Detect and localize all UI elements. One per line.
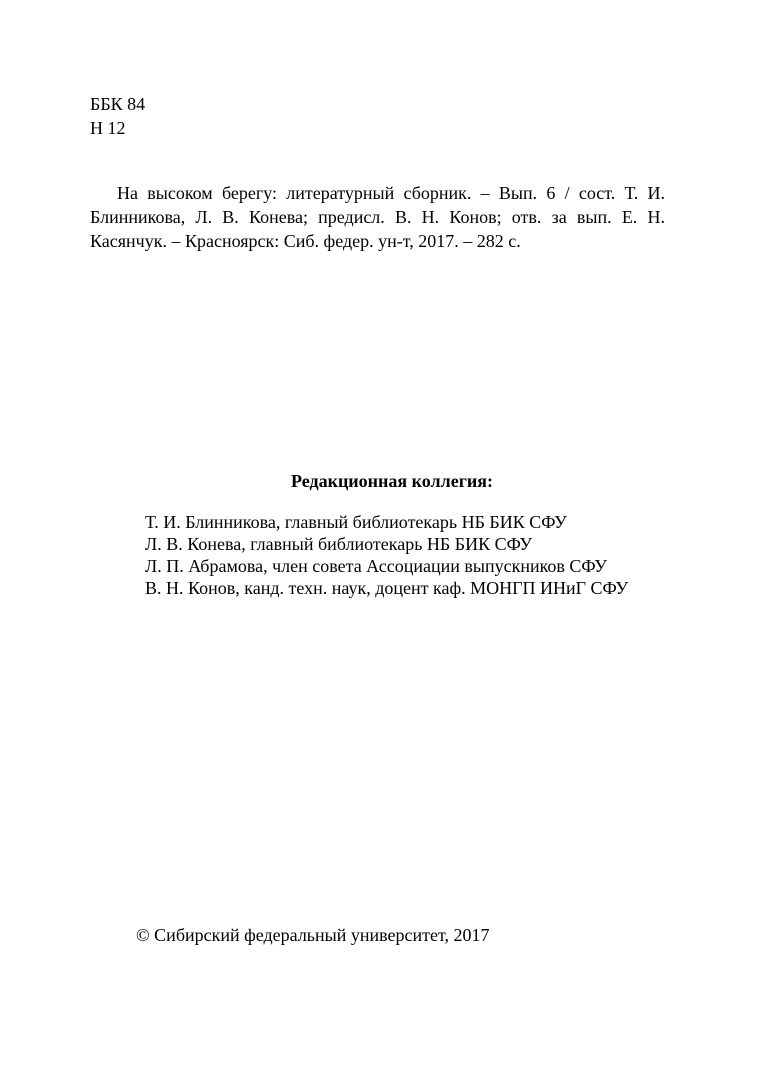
board-member: Л. В. Конева, главный библиотекарь НБ БИК СФУ xyxy=(145,534,533,554)
bbk-index: ББК 84 xyxy=(90,94,146,114)
editorial-board-title: Редакционная коллегия: xyxy=(290,471,494,491)
editorial-board-list xyxy=(145,511,628,599)
copyright-notice: © Сибирский федеральный университет, 2017 xyxy=(136,925,490,945)
classification-block xyxy=(90,92,145,140)
board-member: Л. П. Абрамова, член совета Ассоциации выпускников СФУ xyxy=(145,556,608,576)
bibliographic-description: На высоком берегу: литературный сборник. – Вып. 6 / сост. Т. И. Блинникова, Л. В. Конева; предисл. В. Н. Конов; отв. за вып. Е. Н. Касянчук. – Красноярск: Сиб. федер. ун-т, 2017. – 282 с. xyxy=(90,183,665,251)
board-member: Т. И. Блинникова, главный библиотекарь НБ БИК СФУ xyxy=(145,512,567,532)
board-member: В. Н. Конов, канд. техн. наук, доцент каф. МОНГП ИНиГ СФУ xyxy=(145,578,629,598)
author-mark: Н 12 xyxy=(90,118,126,138)
